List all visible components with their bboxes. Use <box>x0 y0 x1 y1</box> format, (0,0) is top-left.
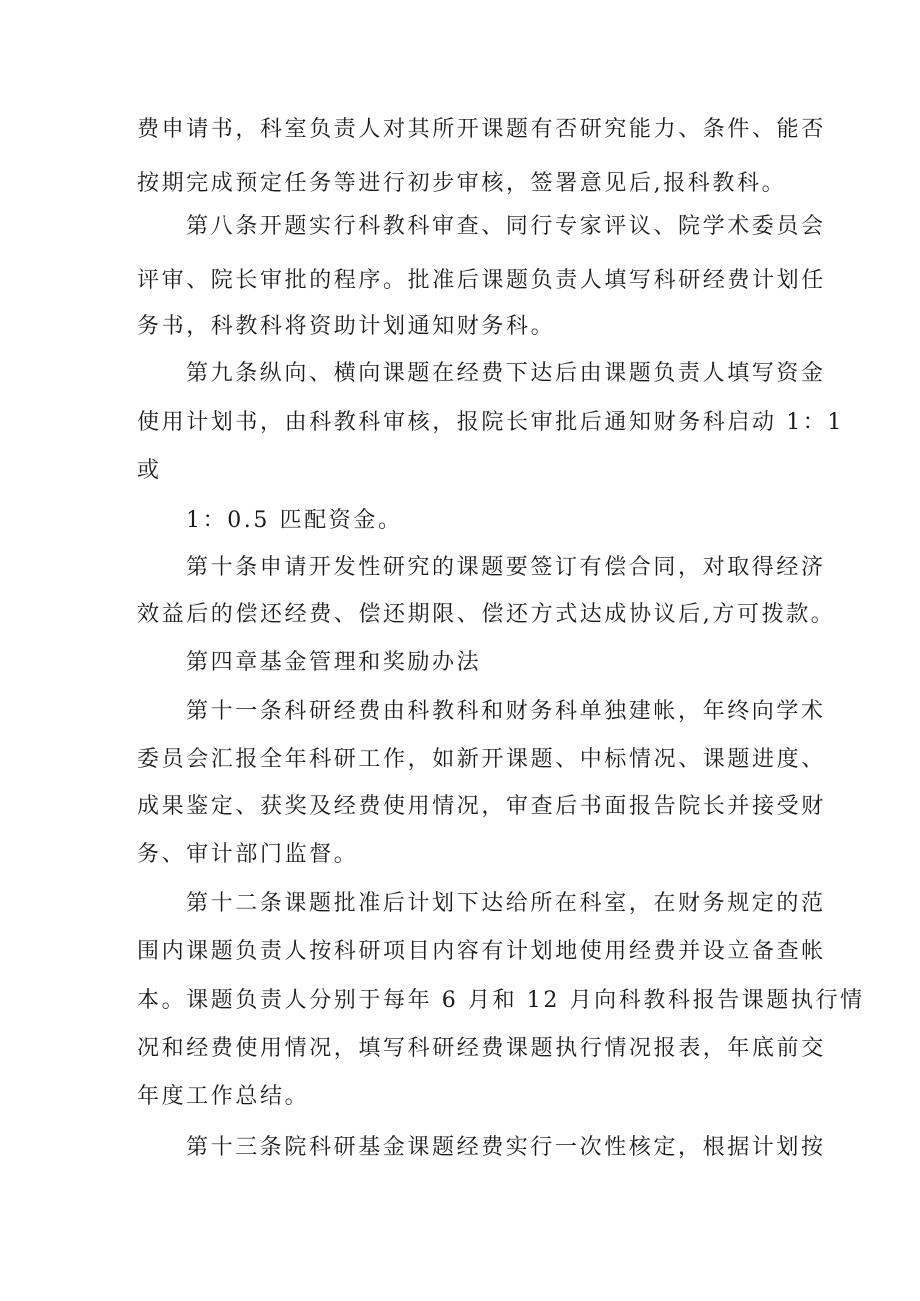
text-line: 第十条申请开发性研究的课题要签订有偿合同，对取得经济 <box>186 555 826 580</box>
section-heading: 第四章基金管理和奖励办法 <box>186 650 482 675</box>
text-line: 围内课题负责人按科研项目内容有计划地使用经费并设立备查帐 <box>137 939 826 964</box>
text-line: 1：0.5 匹配资金。 <box>186 508 403 533</box>
text-line: 按期完成预定任务等进行初步审核，签署意见后,报科教科。 <box>137 171 787 196</box>
text-line: 况和经费使用情况，填写科研经费课题执行情况报表，年底前交 <box>137 1036 826 1061</box>
text-line: 第十三条院科研基金课题经费实行一次性核定，根据计划按 <box>186 1135 826 1160</box>
text-line: 或 <box>137 458 162 483</box>
text-line: 本。课题负责人分别于每年 6 月和 12 月向科教科报告课题执行情 <box>137 988 865 1013</box>
text-line: 委员会汇报全年科研工作，如新开课题、中标情况、课题进度、 <box>137 747 826 772</box>
text-line: 评审、院长审批的程序。批准后课题负责人填写科研经费计划任 <box>137 268 826 293</box>
text-line: 第八条开题实行科教科审查、同行专家评议、院学术委员会 <box>186 214 826 239</box>
text-line: 第九条纵向、横向课题在经费下达后由课题负责人填写资金 <box>186 361 826 386</box>
text-line: 年度工作总结。 <box>137 1084 310 1109</box>
text-line: 成果鉴定、获奖及经费使用情况，审查后书面报告院长并接受财 <box>137 794 826 819</box>
text-line: 务书，科教科将资助计划通知财务科。 <box>137 314 556 339</box>
text-line: 使用计划书，由科教科审核，报院长审批后通知财务科启动 1：1 <box>137 410 844 435</box>
text-line: 第十二条课题批准后计划下达给所在科室，在财务规定的范 <box>186 891 826 916</box>
text-line: 第十一条科研经费由科教科和财务科单独建帐，年终向学术 <box>186 699 826 724</box>
text-line: 效益后的偿还经费、偿还期限、偿还方式达成协议后,方可拨款。 <box>137 602 836 627</box>
text-line: 费申请书，科室负责人对其所开课题有否研究能力、条件、能否 <box>137 117 826 142</box>
text-line: 务、审计部门监督。 <box>137 842 359 867</box>
